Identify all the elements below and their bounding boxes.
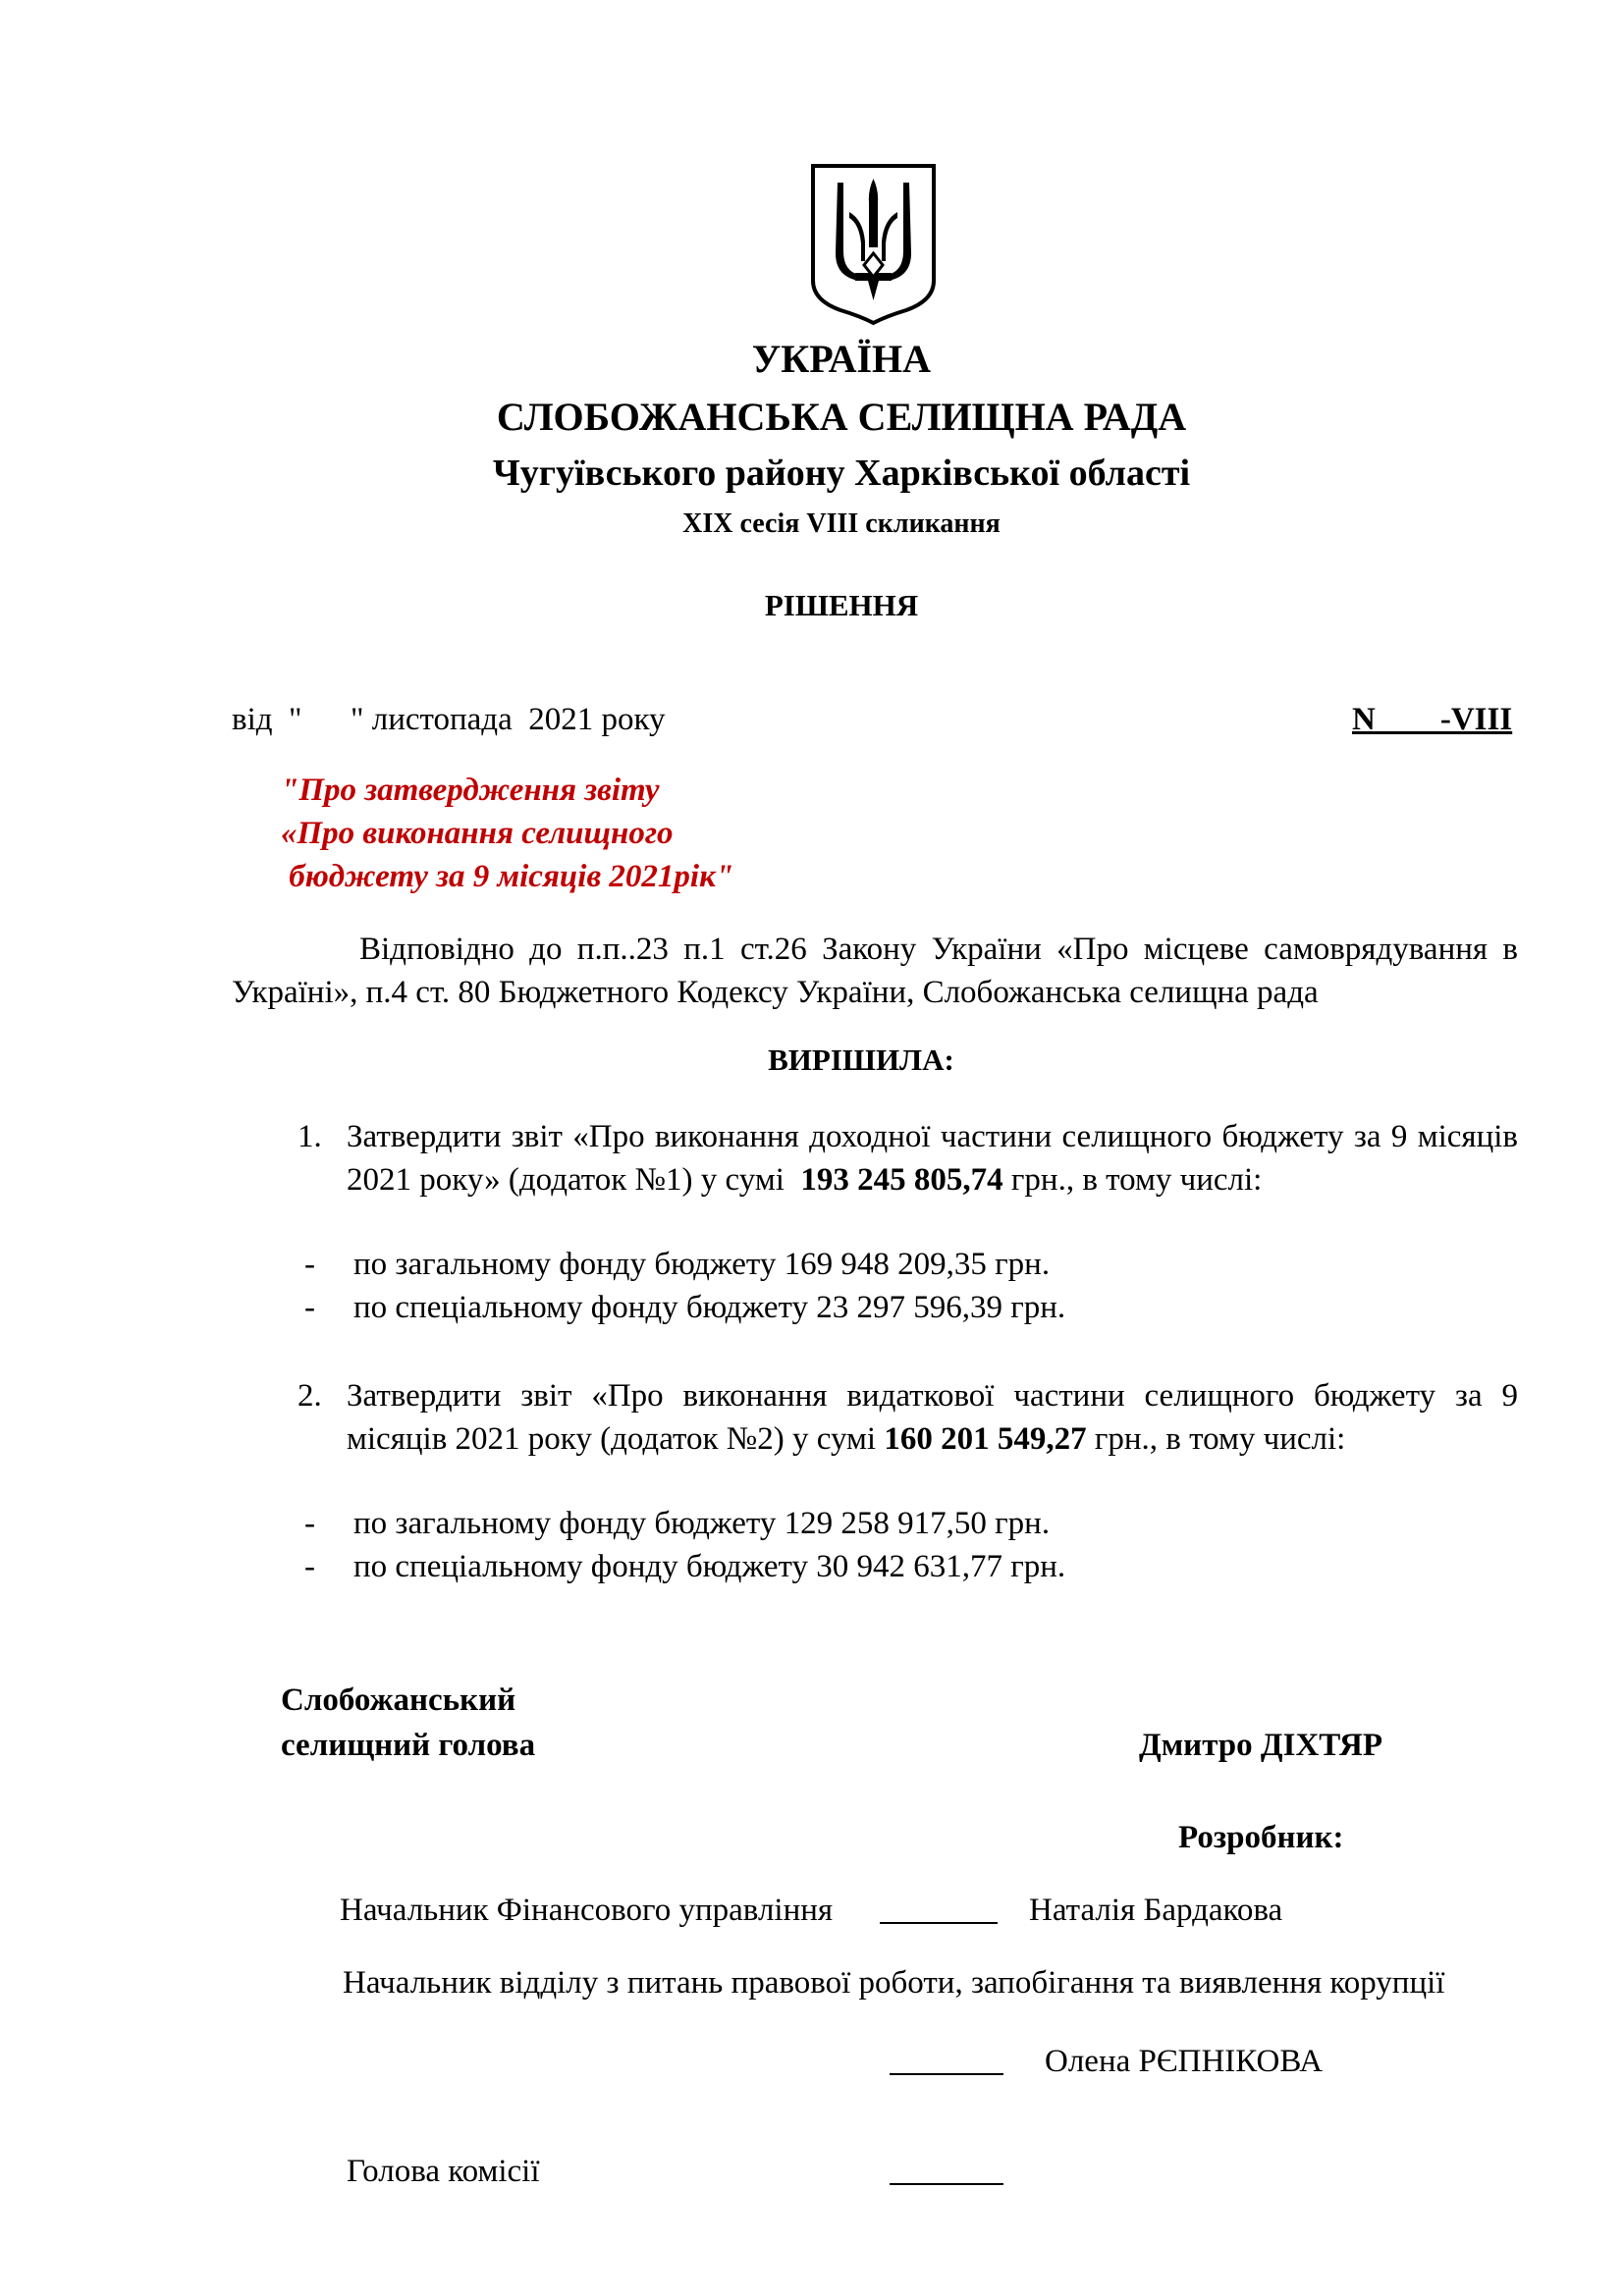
subject-line-2: «Про виконання селищного <box>281 816 674 851</box>
item-2-line-1: Затвердити звіт «Про виконання видаткової частини селищного бюджету за 9 <box>347 1378 1518 1414</box>
council-title: СЛОБОЖАНСЬКА СЕЛИЩНА РАДА <box>496 395 1187 439</box>
signer-title-line-1: Слобожанський <box>281 1682 516 1718</box>
signature-blank <box>880 1922 998 1924</box>
item-2-text: місяців 2021 року (додаток №2) у сумі <box>347 1421 885 1457</box>
item-2-number: 2. <box>298 1378 322 1414</box>
bullet-dash: - <box>304 1549 315 1584</box>
item-1-text-end: грн., в тому числі: <box>1002 1162 1263 1198</box>
item-1-line-2 <box>347 1158 1262 1201</box>
country-title: УКРАЇНА <box>751 337 932 381</box>
item-1-bullet-1: по загальному фонду бюджету 169 948 209,35 грн. <box>353 1247 1051 1282</box>
item-1-text: 2021 року» (додаток №1) у сумі <box>347 1162 801 1198</box>
finance-head-title: Начальник Фінансового управління <box>340 1893 834 1928</box>
district-title: Чугуївського району Харківської області <box>492 453 1191 494</box>
item-1-line-1: Затвердити звіт «Про виконання доходної частини селищного бюджету за 9 місяців <box>347 1119 1518 1154</box>
item-2-text-end: грн., в тому числі: <box>1086 1421 1346 1457</box>
signer-name: Дмитро ДІХТЯР <box>1139 1728 1383 1763</box>
item-2-line-2 <box>347 1417 1345 1461</box>
item-1-amount: 193 245 805,74 <box>800 1162 1003 1198</box>
decision-date: від " " листопада 2021 року <box>232 702 666 737</box>
bullet-dash: - <box>304 1247 315 1282</box>
bullet-dash: - <box>304 1290 315 1325</box>
signer-title-line-2: селищний голова <box>281 1728 536 1763</box>
coat-of-arms-emblem <box>808 163 939 326</box>
developer-label: Розробник: <box>1178 1820 1344 1855</box>
subject-line-1: "Про затвердження звіту <box>281 773 660 808</box>
subject-line-3: бюджету за 9 місяців 2021рік" <box>281 859 734 894</box>
legal-head-title: Начальник відділу з питань правової роботи, запобігання та виявлення корупції <box>343 1965 1445 2001</box>
finance-head-name: Наталія Бардакова <box>1029 1893 1283 1928</box>
decision-number: N ___ -VIII <box>1352 702 1513 737</box>
preamble-line-2: Україні», п.4 ст. 80 Бюджетного Кодексу України, Слобожанська селищна рада <box>232 975 1319 1010</box>
session-title: XIX сесія VIII скликання <box>682 508 1001 539</box>
item-1-number: 1. <box>298 1119 322 1154</box>
signature-blank <box>890 2183 1003 2185</box>
item-2-bullet-1: по загальному фонду бюджету 129 258 917,50 грн. <box>353 1506 1051 1541</box>
legal-head-name: Олена РЄПНІКОВА <box>1045 2044 1324 2079</box>
signature-blank <box>890 2073 1003 2075</box>
commission-head-title: Голова комісії <box>347 2154 540 2189</box>
preamble-line-1: Відповідно до п.п..23 п.1 ст.26 Закону України «Про місцеве самоврядування в <box>359 932 1518 967</box>
item-2-amount: 160 201 549,27 <box>884 1421 1087 1457</box>
resolved-heading: ВИРІШИЛА: <box>768 1042 954 1077</box>
document-type: РІШЕННЯ <box>764 588 919 622</box>
bullet-dash: - <box>304 1506 315 1541</box>
item-1-bullet-2: по спеціальному фонду бюджету 23 297 596,39 грн. <box>353 1290 1066 1325</box>
item-2-bullet-2: по спеціальному фонду бюджету 30 942 631,77 грн. <box>353 1549 1066 1584</box>
